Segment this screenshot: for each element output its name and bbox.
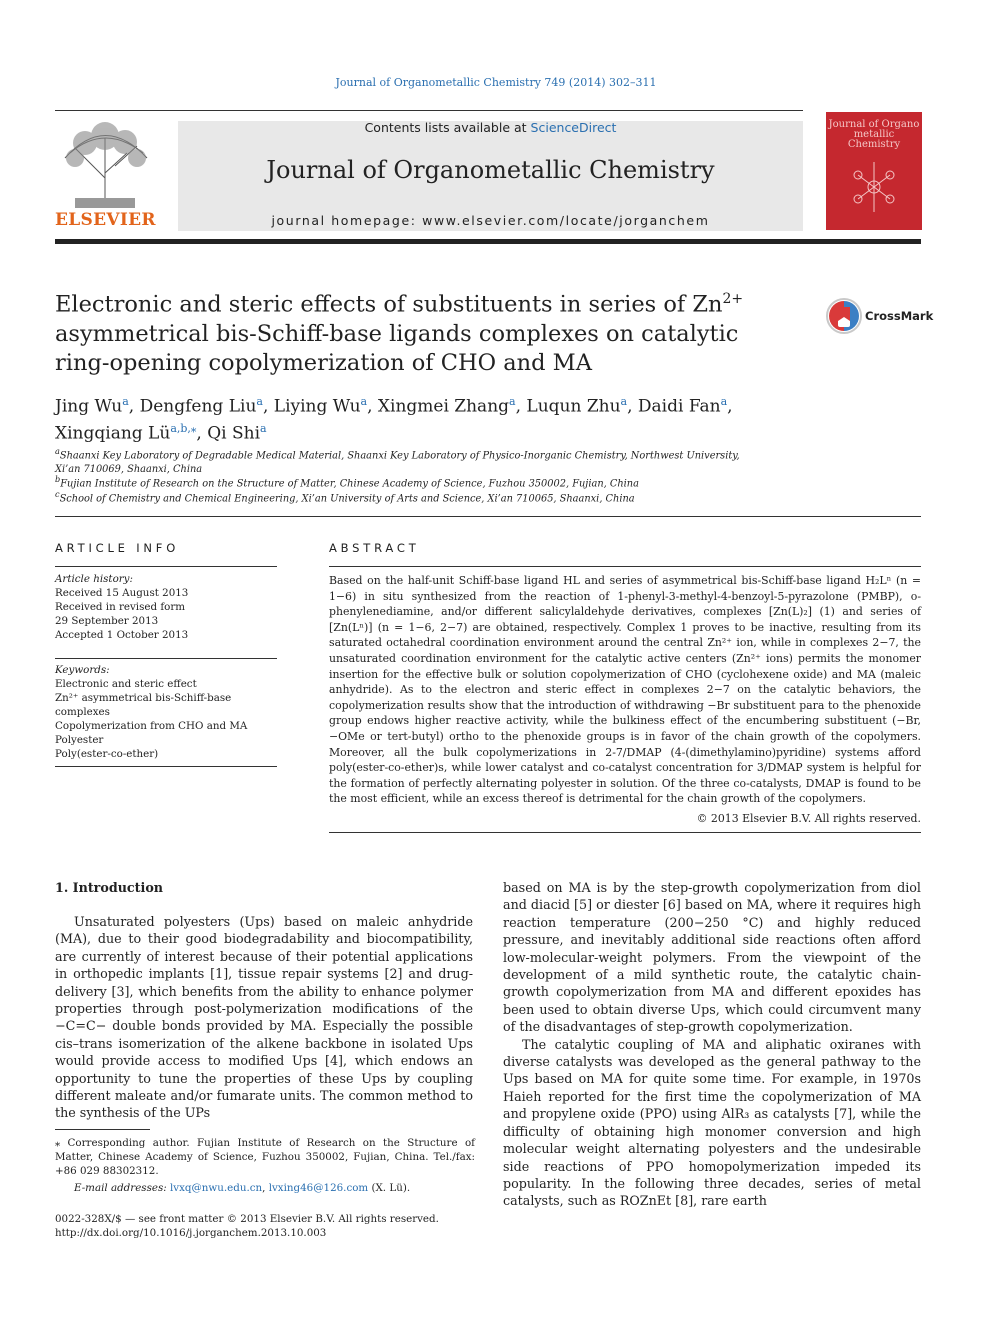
sciencedirect-link[interactable]: ScienceDirect xyxy=(530,120,617,135)
keyword-item: Copolymerization from CHO and MA xyxy=(55,720,248,732)
header-bottom-rule xyxy=(55,239,921,244)
journal-homepage xyxy=(178,213,803,228)
keyword-item: Polyester xyxy=(55,734,104,746)
abstract-bottom-rule xyxy=(329,832,921,833)
body-right-column xyxy=(503,879,921,1210)
email-note xyxy=(55,1181,475,1195)
cover-title: Journal of Organo metallic Chemistry xyxy=(828,119,920,150)
abstract-rule xyxy=(329,566,921,567)
corresponding-author-note: ⁎ Corresponding author. Fujian Institute of Research on the Structure of Matter, Chinese Academy of Science, Fuzhou 350002, Fujian, China. Tel./fax: +86 029 88302312. xyxy=(55,1137,475,1177)
keywords-rule xyxy=(55,658,277,659)
email-link[interactable]: lvxq@nwu.edu.cn xyxy=(169,1182,263,1194)
author-list: Jing Wu$^a$, Dengfeng Liu$^a$, Liying Wu$^a$, Xingmei Zhang$^a$, Luqun Zhu$^a$, Daidi Fan$^a$, Xingqiang $Lü^{a,b,⁎}$, Qi Shi$^a$ xyxy=(55,395,733,444)
history-item: Received 15 August 2013 xyxy=(55,587,189,599)
abstract-text: Based on the half-unit Schiff-base ligand HL and series of asymmetrical bis-Schiff-base ligand H₂Lⁿ (n = 1−6) in situ synthesized from the reaction of 1-phenyl-3-methyl-4-benzoyl-5-pyrazolone (PMBP), o-phenylenediamine, and/or different salicylaldehyde derivatives, complexes [Zn(L)₂] (1) and series of [Zn(Lⁿ)] (n = 1−6, 2−7) are obtained, respectively. Complex 1 proves to be inactive, resulting from its saturated octahedral coordination environment around the central Zn²⁺ ion, while in complexes 2−7, the unsaturated coordination environment for the catalytic active centers (Zn²⁺ ions) permits the monomer insertion for the effective bulk or solution copolymerization of CHO (cyclohexene oxide) and MA (maleic anhydride). As to the electron and steric effect in complexes 2−7 on the catalytic behaviors, the copolymerization results show that the introduction of withdrawing −Br substituent para to the phenoxide group endows higher reactive activity, while the bulkiness effect of the encumbering substituent (−Br, −OMe or tert-butyl) ortho to the phenoxide groups is in favor of the chain growth of the copolymers. Moreover, all the bulk copolymerizations in 2-7/DMAP (4-(dimethylamino)pyridine) systems afford poly(ester-co-ether)s, while lower catalyst and co-catalyst concentration for 3/DMAP system is helpful for the formation of perfectly alternating polyester in solution. Of the three co-catalysts, DMAP is found to be the most efficient, while an excess thereof is detrimental for the chain growth of the copolymers. xyxy=(329,574,921,806)
footnote-rule xyxy=(55,1129,150,1130)
affiliation-marker: b xyxy=(55,474,61,484)
title-line-1: Electronic and steric effects of substituents in series of Zn xyxy=(55,291,723,318)
author-name[interactable]: Dengfeng Liu xyxy=(139,396,257,417)
title-line-3: ring-opening copolymerization of CHO and MA xyxy=(55,349,592,376)
body-paragraph: The catalytic coupling of MA and aliphatic oxiranes with diverse catalysts was developed as the general pathway to the Ups based on MA for quite some time. For example, in 1970s Haieh reported for the first time the copolymerization of MA and propylene oxide (PPO) using AlR₃ as catalysts [7], while the difficulty of obtaining high monomer conversion and high molecular weight alternating polyesters and the undesirable side reactions of PPO homopolymerization impeded its popularity. In the following three decades, series of metal catalysts, such as ROZnEt [8], rare earth xyxy=(503,1036,921,1209)
body-paragraph: based on MA is by the step-growth copolymerization from diol and diacid [5] or diester [6] based on MA, where it requires high reaction temperature (200−250 °C) and highly reduced pressure, and inevitably additional side reactions often afford low-molecular-weight polymers. From the viewpoint of the development of a mild synthetic route, the catalytic chain-growth copolymerization from MA and different epoxides has been used to obtain diverse Ups, which could circumvent many of the disadvantages of step-growth copolymerization. xyxy=(503,880,921,1035)
keyword-item: Zn²⁺ asymmetrical bis-Schiff-base xyxy=(55,692,232,704)
author-affil-sup[interactable]: a xyxy=(360,395,368,408)
email-suffix: (X. Lü). xyxy=(368,1182,411,1194)
author-name[interactable]: Xingmei Zhang xyxy=(377,396,510,417)
email-link[interactable]: lvxing46@126.com xyxy=(268,1182,369,1194)
affiliation-marker: a xyxy=(55,446,60,456)
history-item: Accepted 1 October 2013 xyxy=(55,629,189,641)
abstract-copyright: © 2013 Elsevier B.V. All rights reserved. xyxy=(696,812,921,825)
author-name[interactable]: Jing Wu xyxy=(55,396,123,417)
crossmark-label: CrossMark xyxy=(865,309,934,323)
elsevier-wordmark: ELSEVIER xyxy=(55,210,156,230)
author-name[interactable]: Liying Wu xyxy=(273,396,361,417)
body-left-column xyxy=(55,913,473,1122)
header-top-rule xyxy=(55,110,803,111)
crossmark-badge[interactable] xyxy=(825,297,934,337)
affiliation-rule xyxy=(55,516,921,517)
author-name[interactable]: Daidi Fan xyxy=(637,396,721,417)
author-affil-sup[interactable]: a xyxy=(256,395,263,408)
keyword-item: Electronic and steric effect xyxy=(55,678,197,690)
abstract-heading: ABSTRACT xyxy=(329,541,420,555)
author-name[interactable]: Qi Shi xyxy=(207,423,261,444)
author-name[interactable]: Xingqiang Lü xyxy=(55,423,171,444)
history-item: 29 September 2013 xyxy=(55,615,159,627)
author-affil-sup[interactable]: a,b,⁎ xyxy=(170,421,197,435)
keyword-item: complexes xyxy=(55,706,110,718)
keywords-label: Keywords: xyxy=(55,664,110,676)
issn-line: 0022-328X/$ — see front matter © 2013 Elsevier B.V. All rights reserved. xyxy=(55,1213,439,1225)
author-affil-sup[interactable]: a xyxy=(620,395,628,408)
affiliation-marker: c xyxy=(55,489,60,499)
doi-link[interactable]: http://dx.doi.org/10.1016/j.jorganchem.2013.10.003 xyxy=(55,1227,327,1239)
article-title xyxy=(55,285,755,378)
homepage-prefix: journal homepage: xyxy=(271,213,423,228)
author-affil-sup[interactable]: a xyxy=(509,395,516,408)
history-label: Article history: xyxy=(55,573,133,585)
contents-line xyxy=(178,120,803,135)
author-affil-sup[interactable]: a xyxy=(720,395,728,408)
history-item: Received in revised form xyxy=(55,601,186,613)
crossmark-icon xyxy=(825,297,863,335)
title-superscript: 2+ xyxy=(722,291,744,307)
body-paragraph: Unsaturated polyesters (Ups) based on maleic anhydride (MA), due to their good biodegradability and biocompatibility, are currently of interest because of their potential applications in orthopedic implants [1], tissue repair systems [2] and drug-delivery [3], which benefits from the ability to enhance polymer properties through post-polymerization modifications of the −C=C− double bonds provided by MA. Especially the possible cis–trans isomerization of the alkene backbone in isolated Ups would provide access to modified Ups [4], which endows an opportunity to tune the properties of these Ups by coupling different maleate and/or fumarate units. The common method to the synthesis of the UPs xyxy=(55,914,473,1121)
journal-cover-thumbnail[interactable] xyxy=(826,112,922,230)
email-separator: , xyxy=(262,1182,269,1194)
affiliation-text: Fujian Institute of Research on the Structure of Matter, Chinese Academy of Science, Fuzhou 350002, Fujian, China xyxy=(60,478,639,490)
author-affil-sup[interactable]: a xyxy=(260,421,267,435)
affiliation-text-cont: Xi’an 710069, Shaanxi, China xyxy=(55,464,203,476)
affiliation-text: School of Chemistry and Chemical Engineering, Xi’an University of Arts and Science, Xi’an 710065, Shaanxi, China xyxy=(59,493,635,505)
article-history xyxy=(55,572,280,642)
article-info-heading: ARTICLE INFO xyxy=(55,541,180,555)
keywords-block xyxy=(55,663,280,761)
journal-citation[interactable]: Journal of Organometallic Chemistry 749 (2014) 302–311 xyxy=(335,76,657,89)
contents-prefix: Contents lists available at xyxy=(364,120,531,135)
article-info-bottom-rule xyxy=(55,766,277,767)
email-label: E-mail addresses: xyxy=(74,1182,167,1194)
affiliation-c xyxy=(55,487,925,506)
title-line-2: asymmetrical bis-Schiff-base ligands complexes on catalytic xyxy=(55,320,739,347)
author-affil-sup[interactable]: a xyxy=(122,395,129,408)
journal-title: Journal of Organometallic Chemistry xyxy=(266,156,715,184)
homepage-url[interactable]: www.elsevier.com/locate/jorganchem xyxy=(422,213,710,228)
article-info-rule xyxy=(55,566,277,567)
author-name[interactable]: Luqun Zhu xyxy=(526,396,621,417)
section-heading-introduction: 1. Introduction xyxy=(55,880,164,895)
affiliation-text: Shaanxi Key Laboratory of Degradable Medical Material, Shaanxi Key Laboratory of Physico-Inorganic Chemistry, Northwest University, xyxy=(59,450,740,462)
keyword-item: Poly(ester-co-ether) xyxy=(55,748,159,760)
